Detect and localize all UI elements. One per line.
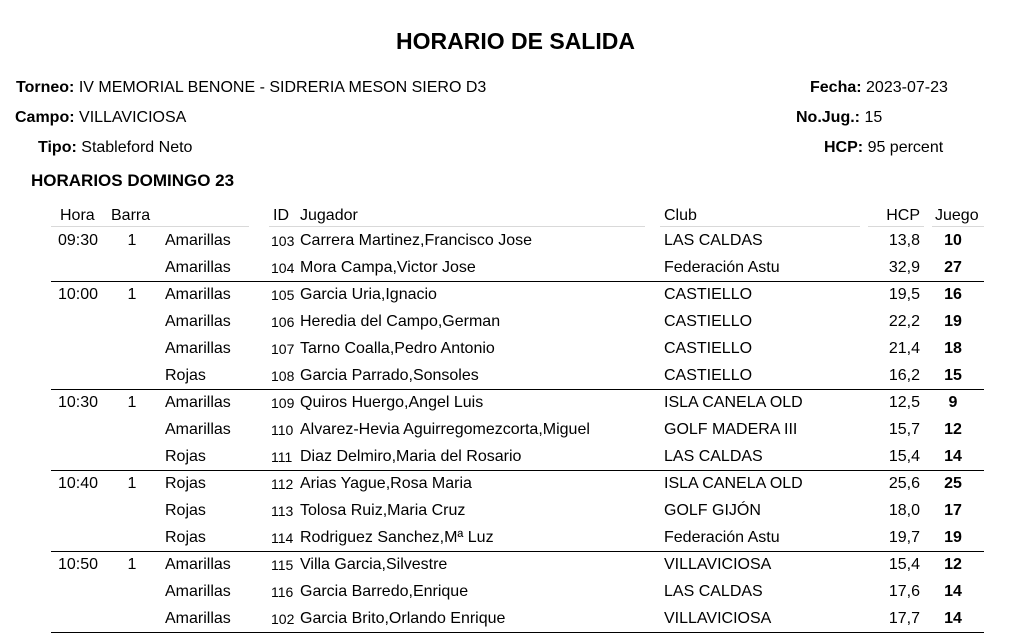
header-underline [51, 226, 249, 227]
player-club: VILLAVICIOSA [664, 610, 772, 627]
player-name: Garcia Barredo,Enrique [300, 583, 469, 600]
player-juego: 12 [944, 556, 962, 573]
player-name: Villa Garcia,Silvestre [300, 556, 448, 573]
header-underline [660, 226, 860, 227]
player-name: Quiros Huergo,Angel Luis [300, 394, 484, 411]
player-id: 112 [271, 476, 294, 492]
player-juego: 14 [944, 610, 962, 627]
player-name: Alvarez-Hevia Aguirregomezcorta,Miguel [300, 421, 590, 438]
tee-time: 10:50 [58, 556, 99, 573]
tee-color: Rojas [165, 448, 206, 465]
player-id: 114 [271, 530, 294, 546]
tee-barra: 1 [127, 475, 137, 492]
hcp-label: HCP: [824, 139, 864, 156]
player-hcp: 13,8 [888, 232, 920, 249]
player-id: 109 [271, 395, 295, 411]
player-hcp: 22,2 [888, 313, 920, 330]
tee-color: Rojas [165, 367, 206, 384]
player-name: Rodriguez Sanchez,Mª Luz [300, 529, 494, 546]
col-header-id: ID [273, 207, 289, 224]
group-separator [51, 632, 984, 633]
fecha-label: Fecha: [810, 79, 862, 96]
tee-time: 09:30 [58, 232, 99, 249]
player-juego: 9 [948, 394, 958, 411]
player-hcp: 18,0 [888, 502, 920, 519]
player-id: 110 [271, 422, 294, 438]
tee-color: Amarillas [165, 556, 231, 573]
player-name: Arias Yague,Rosa Maria [300, 475, 472, 492]
player-hcp: 17,6 [888, 583, 920, 600]
player-juego: 10 [944, 232, 962, 249]
tee-color: Amarillas [165, 259, 231, 276]
tee-barra: 1 [127, 286, 137, 303]
player-club: Federación Astu [664, 529, 780, 546]
group-separator [51, 470, 984, 471]
tee-color: Amarillas [165, 421, 231, 438]
col-header-hora: Hora [60, 207, 95, 224]
hcp-value: 95 percent [867, 139, 944, 156]
col-header-jugador: Jugador [300, 207, 358, 224]
section-title: HORARIOS DOMINGO 23 [31, 171, 235, 190]
group-separator [51, 551, 984, 552]
player-club: ISLA CANELA OLD [664, 394, 803, 411]
campo-label: Campo: [15, 109, 75, 126]
group-separator [51, 389, 984, 390]
player-name: Garcia Uria,Ignacio [300, 286, 437, 303]
tee-color: Amarillas [165, 610, 231, 627]
tee-barra: 1 [127, 232, 137, 249]
player-hcp: 17,7 [888, 610, 920, 627]
player-name: Tarno Coalla,Pedro Antonio [300, 340, 495, 357]
tee-color: Rojas [165, 502, 206, 519]
tee-barra: 1 [127, 394, 137, 411]
player-hcp: 19,5 [888, 286, 920, 303]
tee-color: Rojas [165, 475, 206, 492]
nojug-value: 15 [864, 109, 883, 126]
player-juego: 27 [944, 259, 962, 276]
tee-color: Rojas [165, 529, 206, 546]
player-juego: 18 [944, 340, 962, 357]
player-hcp: 12,5 [888, 394, 920, 411]
player-club: LAS CALDAS [664, 583, 763, 600]
player-juego: 25 [944, 475, 962, 492]
torneo-info [16, 79, 486, 97]
player-name: Mora Campa,Victor Jose [300, 259, 476, 276]
col-header-hcp: HCP [886, 207, 920, 224]
player-hcp: 15,7 [888, 421, 920, 438]
player-hcp: 15,4 [888, 556, 920, 573]
fecha-value: 2023-07-23 [866, 79, 948, 96]
campo-info [15, 109, 186, 127]
player-hcp: 25,6 [888, 475, 920, 492]
player-club: LAS CALDAS [664, 448, 763, 465]
player-name: Carrera Martinez,Francisco Jose [300, 232, 533, 249]
player-club: CASTIELLO [664, 286, 753, 303]
col-header-barra: Barra [111, 207, 151, 224]
player-club: LAS CALDAS [664, 232, 763, 249]
tipo-label: Tipo: [38, 139, 77, 156]
player-id: 116 [271, 584, 294, 600]
header-underline [868, 226, 924, 227]
player-juego: 19 [944, 313, 962, 330]
tee-time: 10:00 [58, 286, 99, 303]
player-hcp: 19,7 [888, 529, 920, 546]
player-juego: 14 [944, 583, 962, 600]
fecha-info [810, 79, 948, 97]
player-juego: 17 [944, 502, 962, 519]
tee-color: Amarillas [165, 232, 231, 249]
header-underline [269, 226, 645, 227]
player-id: 115 [271, 557, 294, 573]
player-id: 113 [271, 503, 294, 519]
player-id: 103 [271, 233, 295, 249]
player-id: 102 [271, 611, 295, 627]
player-hcp: 16,2 [888, 367, 920, 384]
col-header-club: Club [664, 207, 697, 224]
player-club: VILLAVICIOSA [664, 556, 772, 573]
player-club: Federación Astu [664, 259, 780, 276]
tee-color: Amarillas [165, 340, 231, 357]
player-id: 106 [271, 314, 295, 330]
nojug-info [796, 109, 882, 127]
player-juego: 12 [944, 421, 962, 438]
player-hcp: 21,4 [888, 340, 920, 357]
player-juego: 14 [944, 448, 962, 465]
player-id: 105 [271, 287, 295, 303]
player-hcp: 32,9 [888, 259, 920, 276]
player-name: Garcia Parrado,Sonsoles [300, 367, 479, 384]
player-id: 111 [271, 449, 293, 465]
torneo-label: Torneo: [16, 79, 75, 96]
player-juego: 16 [944, 286, 962, 303]
player-name: Heredia del Campo,German [300, 313, 501, 330]
player-id: 108 [271, 368, 295, 384]
player-juego: 15 [944, 367, 962, 384]
player-juego: 19 [944, 529, 962, 546]
player-club: CASTIELLO [664, 367, 753, 384]
player-id: 107 [271, 341, 295, 357]
player-id: 104 [271, 260, 295, 276]
hcp-info [824, 139, 943, 157]
tee-barra: 1 [127, 556, 137, 573]
tee-color: Amarillas [165, 313, 231, 330]
tee-time: 10:30 [58, 394, 99, 411]
tipo-info [38, 139, 192, 157]
player-club: CASTIELLO [664, 313, 753, 330]
nojug-label: No.Jug.: [796, 109, 860, 126]
tee-time: 10:40 [58, 475, 99, 492]
tee-color: Amarillas [165, 394, 231, 411]
player-name: Diaz Delmiro,Maria del Rosario [300, 448, 522, 465]
player-club: GOLF MADERA III [664, 421, 798, 438]
torneo-value: IV MEMORIAL BENONE - SIDRERIA MESON SIERO D3 [78, 79, 487, 96]
tee-color: Amarillas [165, 286, 231, 303]
player-club: ISLA CANELA OLD [664, 475, 803, 492]
player-name: Tolosa Ruiz,Maria Cruz [300, 502, 466, 519]
player-club: GOLF GIJÓN [664, 502, 761, 519]
player-club: CASTIELLO [664, 340, 753, 357]
campo-value: VILLAVICIOSA [79, 109, 187, 126]
group-separator [51, 281, 984, 282]
tee-color: Amarillas [165, 583, 231, 600]
tipo-value: Stableford Neto [81, 139, 193, 156]
player-hcp: 15,4 [888, 448, 920, 465]
player-name: Garcia Brito,Orlando Enrique [300, 610, 506, 627]
col-header-juego: Juego [935, 207, 979, 224]
page-title: HORARIO DE SALIDA [396, 28, 635, 54]
header-underline [932, 226, 984, 227]
